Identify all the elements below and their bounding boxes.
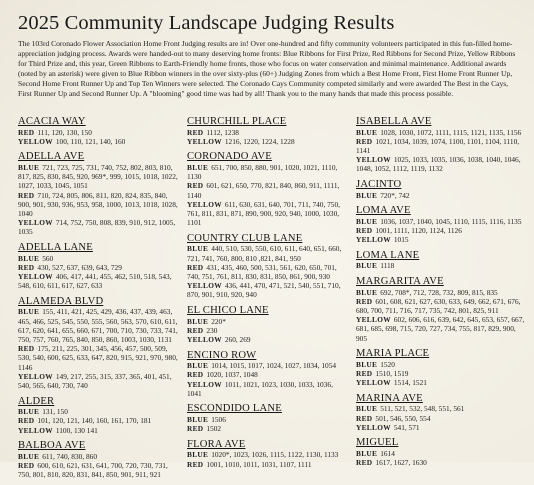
ribbon-line <box>18 191 178 219</box>
ribbon-line <box>187 181 347 199</box>
house-numbers: 1011, 1021, 1023, 1030, 1033, 1036, 1041 <box>187 379 333 398</box>
street-name: ALDER <box>18 395 55 407</box>
street-name: MARINA AVE <box>356 392 423 404</box>
house-numbers: 155, 411, 421, 425, 429, 436, 437, 439, 463, 465, 466, 525, 545, 550, 555, 560, 563, 570, 610, 611, 617, 620, 641, 655, 660, 671, 700, 710, 730, 733, 741, 750, 757, 760, 765, 840, 850, 860, 1003, 1030, 1131 <box>18 307 178 344</box>
house-numbers: 440, 510, 530, 550, 610, 611, 640, 651, 660, 721, 741, 760, 800, 810 ,821, 841, 950 <box>187 244 342 263</box>
ribbon-label: RED <box>18 190 35 200</box>
house-numbers: 601, 608, 621, 627, 630, 633, 649, 662, 671, 676, 680, 700, 711, 716, 717, 735, 742, 801, 825, 911 <box>356 296 521 315</box>
house-numbers: 1015 <box>393 235 409 245</box>
street-entry <box>18 151 178 236</box>
street-entry <box>356 276 526 343</box>
house-numbers: 1001, 1111, 1120, 1124, 1126 <box>375 225 462 235</box>
ribbon-line <box>18 461 178 479</box>
ribbon-line <box>187 380 347 398</box>
ribbon-line <box>18 416 178 425</box>
house-numbers: 220* <box>211 316 226 326</box>
street-entry <box>187 350 347 398</box>
ribbon-line <box>356 360 526 369</box>
ribbon-label: BLUE <box>187 361 209 371</box>
ribbon-label: RED <box>187 262 204 272</box>
house-numbers: 651, 700, 850, 880, 901, 1020, 1021, 1110, 1130 <box>187 162 338 182</box>
street-entry <box>187 233 347 300</box>
ribbon-label: YELLOW <box>187 379 222 389</box>
house-numbers: 721, 723, 725, 731, 740, 752, 802, 803, 810, 817, 825, 830, 845, 920, 969*, 999, 1015, 1018, 1022, 1027, 1033, 1045, 1051 <box>18 162 178 191</box>
ribbon-line <box>356 297 526 315</box>
ribbon-line <box>18 407 178 416</box>
ribbon-line <box>18 426 178 435</box>
ribbon-label: YELLOW <box>187 281 222 291</box>
house-numbers: 1112, 1238 <box>206 127 239 137</box>
ribbon-line <box>187 163 347 181</box>
ribbon-line <box>187 128 347 137</box>
house-numbers: 436, 441, 470, 471, 521, 540, 551, 710, 870, 901, 910, 920, 940 <box>187 281 341 300</box>
ribbon-label: RED <box>18 262 35 272</box>
ribbon-label: YELLOW <box>187 199 222 209</box>
house-numbers: 1020, 1037, 1048 <box>206 370 258 380</box>
house-numbers: 1510, 1519 <box>375 368 409 378</box>
ribbon-label: BLUE <box>356 359 378 369</box>
house-numbers: 1025, 1033, 1035, 1036, 1038, 1040, 1046, 1048, 1052, 1112, 1119, 1132 <box>356 155 521 174</box>
ribbon-label: YELLOW <box>356 422 391 432</box>
ribbon-line <box>18 137 178 146</box>
street-name: COUNTRY CLUB LANE <box>187 232 303 244</box>
ribbon-label: RED <box>187 127 204 137</box>
ribbon-line <box>18 218 178 236</box>
ribbon-line <box>187 450 347 459</box>
house-numbers: 600, 610, 621, 631, 641, 700, 720, 730, 731, 750, 801, 810, 820, 831, 841, 850, 901, 911, 921 <box>18 460 168 480</box>
house-numbers: 1520 <box>380 359 395 369</box>
ribbon-label: RED <box>356 458 373 468</box>
ribbon-label: YELLOW <box>18 371 53 381</box>
ribbon-label: BLUE <box>18 451 40 461</box>
ribbon-line <box>356 261 526 270</box>
ribbon-label: YELLOW <box>18 425 53 435</box>
house-numbers: 601, 621, 650, 770, 821, 840, 860, 911, 1111, 1140 <box>187 181 340 200</box>
ribbon-line <box>187 244 347 262</box>
ribbon-line <box>356 423 526 432</box>
street-entry <box>356 116 526 174</box>
house-numbers: 1514, 1521 <box>393 378 427 388</box>
house-numbers: 602, 606, 616, 639, 642, 645, 653, 657, 667, 681, 685, 698, 715, 720, 727, 734, 755, 817, 829, 900, 905 <box>356 315 525 343</box>
house-numbers: 1020*, 1023, 1026, 1115, 1122, 1130, 1133 <box>211 450 339 460</box>
ribbon-line <box>18 263 178 272</box>
ribbon-label: RED <box>187 181 204 191</box>
ribbon-line <box>187 200 347 228</box>
ribbon-label: BLUE <box>356 127 378 137</box>
house-numbers: 1118 <box>380 261 395 271</box>
intro-paragraph: The 103rd Coronado Flower Association Home Front Judging results are in! Over one-hundred and fifty community volunteers participated in this fun-filled home-appreciation judging process. Awards were handed-out to many deserving home fronts: Blue Ribbons for First Prize, Red Ribbons for Second Prize, Yellow Ribbons for Third Prize and, this year, Green Ribbons to Earth-Friendly home fronts, those who focus on water conservation and minimal maintenance. Additional awards (noted by an asterisk) were given to Blue Ribbon winners in the over sixty-plus (60+) Judging Zones from which a Best Home Front, First Home Front Runner Up, Second Home Front Runner Up and Top Ten Winners were selected. The Coronado Cays Community competed similarly and were awarded The Best in the Cays, First Runner Up and Second Runner Up. A "blooming" good time was had by all! Thank you to the many hands that made this process possible. <box>18 39 516 98</box>
street-name: ISABELLA AVE <box>356 116 432 127</box>
ribbon-line <box>187 370 347 379</box>
street-name: BALBOA AVE <box>18 440 86 452</box>
ribbon-label: BLUE <box>18 407 40 417</box>
ribbon-line <box>18 307 178 344</box>
street-name: FLORA AVE <box>187 438 246 450</box>
ribbon-line <box>356 288 526 297</box>
street-name: ESCONDIDO LANE <box>187 403 282 415</box>
house-numbers: 1216, 1220, 1224, 1228 <box>224 136 295 146</box>
ribbon-label: BLUE <box>356 216 378 226</box>
house-numbers: 710, 724, 805, 806, 811, 820, 824, 835, 840, 900, 901, 930, 936, 953, 958, 1000, 1013, 1018, 1028, 1040 <box>18 190 178 218</box>
ribbon-label: BLUE <box>187 316 209 326</box>
street-entry <box>18 296 178 390</box>
results-column-1 <box>18 116 178 485</box>
ribbon-label: BLUE <box>18 162 40 172</box>
house-numbers: 611, 630, 631, 640, 701, 711, 740, 750, 761, 811, 831, 871, 890, 900, 920, 940, 1000, 1030, 1101 <box>187 199 340 228</box>
ribbon-label: RED <box>356 296 373 306</box>
street-entry <box>356 348 526 387</box>
ribbon-line <box>356 128 526 137</box>
ribbon-line <box>356 226 526 235</box>
house-numbers: 1021, 1034, 1039, 1074, 1100, 1101, 1104, 1110, 1141 <box>356 136 520 155</box>
ribbon-line <box>356 378 526 387</box>
ribbon-line <box>187 317 347 326</box>
street-entry <box>18 242 178 290</box>
street-entry <box>18 440 178 479</box>
ribbon-label: YELLOW <box>356 378 391 388</box>
street-name: CHURCHILL PLACE <box>187 116 287 127</box>
street-name: ADELLA AVE <box>18 151 85 163</box>
ribbon-label: BLUE <box>187 244 209 254</box>
ribbon-label: BLUE <box>356 287 378 297</box>
ribbon-line <box>187 281 347 299</box>
house-numbers: 131, 150 <box>42 407 68 417</box>
ribbon-line <box>18 452 178 461</box>
house-numbers: 1617, 1627, 1630 <box>375 458 427 468</box>
house-numbers: 714, 752, 750, 808, 839, 910, 912, 1005, 1035 <box>18 218 176 237</box>
ribbon-line <box>356 449 526 458</box>
street-name: LOMA LANE <box>356 249 420 261</box>
ribbon-label: RED <box>356 225 373 235</box>
house-numbers: 1100, 130 141 <box>55 425 98 435</box>
ribbon-label: YELLOW <box>18 271 53 281</box>
house-numbers: 560 <box>42 253 54 263</box>
street-entry <box>18 116 178 146</box>
ribbon-label: BLUE <box>18 253 40 263</box>
house-numbers: 1506 <box>211 414 226 424</box>
ribbon-line <box>18 372 178 390</box>
ribbon-label: RED <box>18 460 35 470</box>
ribbon-label: BLUE <box>356 261 378 271</box>
street-entry <box>187 305 347 344</box>
ribbon-label: BLUE <box>356 404 378 414</box>
street-entry <box>356 205 526 244</box>
ribbon-label: YELLOW <box>356 315 391 325</box>
ribbon-label: YELLOW <box>187 136 222 146</box>
street-name: MIGUEL <box>356 437 399 449</box>
ribbon-label: RED <box>18 416 35 426</box>
ribbon-line <box>18 344 178 372</box>
house-numbers: 720*, 742 <box>380 190 410 200</box>
house-numbers: 101, 120, 121, 140, 160, 161, 170, 181 <box>37 416 152 426</box>
ribbon-label: YELLOW <box>18 218 53 228</box>
house-numbers: 149, 217, 255, 315, 337, 365, 401, 451, 540, 565, 640, 730, 740 <box>18 371 172 390</box>
ribbon-label: RED <box>18 344 35 354</box>
street-entry <box>187 151 347 227</box>
house-numbers: 1614 <box>380 448 395 458</box>
ribbon-label: YELLOW <box>356 155 391 165</box>
ribbon-line <box>187 415 347 424</box>
street-entry <box>356 179 526 200</box>
house-numbers: 501, 546, 550, 554 <box>375 413 431 423</box>
house-numbers: 175, 211, 225, 301, 345, 456, 457, 500, 509, 530, 540, 600, 625, 633, 647, 820, 915, 921, 970, 980, 1146 <box>18 344 178 372</box>
ribbon-line <box>187 460 347 469</box>
street-entry <box>18 396 178 435</box>
house-numbers: 692, 708*, 712, 728, 732, 809, 815, 835 <box>380 287 498 297</box>
ribbon-line <box>187 335 347 344</box>
street-entry <box>356 393 526 432</box>
house-numbers: 230 <box>206 325 218 335</box>
ribbon-label: RED <box>187 325 204 335</box>
ribbon-line <box>356 315 526 343</box>
house-numbers: 260, 269 <box>224 334 251 344</box>
house-numbers: 430, 527, 637, 639, 643, 729 <box>37 262 122 272</box>
ribbon-line <box>356 369 526 378</box>
ribbon-label: BLUE <box>356 190 378 200</box>
ribbon-line <box>18 163 178 191</box>
ribbon-label: RED <box>18 127 35 137</box>
ribbon-label: BLUE <box>187 162 209 172</box>
house-numbers: 431, 435, 460, 500, 531, 561, 620, 650, 701, 740, 751, 761, 811, 830, 831, 850, 861, 900, 930 <box>187 262 337 281</box>
street-name: ALAMEDA BLVD <box>18 295 104 307</box>
ribbon-line <box>356 404 526 413</box>
street-name: EL CHICO LANE <box>187 305 269 317</box>
street-name: JACINTO <box>356 179 402 191</box>
ribbon-line <box>187 263 347 281</box>
house-numbers: 1028, 1030, 1072, 1111, 1115, 1121, 1135, 1156 <box>380 127 522 137</box>
ribbon-label: BLUE <box>18 307 40 317</box>
ribbon-label: YELLOW <box>356 235 391 245</box>
ribbon-label: BLUE <box>187 450 209 460</box>
ribbon-label: YELLOW <box>187 334 222 344</box>
street-name: MARGARITA AVE <box>356 276 444 288</box>
street-name: MARIA PLACE <box>356 348 430 360</box>
house-numbers: 1036, 1037, 1040, 1045, 1110, 1115, 1116, 1135 <box>380 216 522 226</box>
ribbon-label: RED <box>356 413 373 423</box>
ribbon-label: BLUE <box>187 414 209 424</box>
ribbon-line <box>187 361 347 370</box>
page-title: 2025 Community Landscape Judging Results <box>18 12 395 34</box>
ribbon-line <box>187 424 347 433</box>
ribbon-line <box>356 414 526 423</box>
ribbon-label: RED <box>187 459 204 469</box>
ribbon-line <box>356 458 526 467</box>
house-numbers: 611, 740, 830, 860 <box>42 451 98 461</box>
street-name: CORONADO AVE <box>187 151 272 163</box>
street-entry <box>356 437 526 467</box>
street-name: ENCINO ROW <box>187 349 257 361</box>
street-name: ADELLA LANE <box>18 242 93 254</box>
ribbon-line <box>356 155 526 173</box>
ribbon-label: RED <box>356 136 373 146</box>
ribbon-line <box>356 191 526 200</box>
house-numbers: 111, 120, 130, 150 <box>37 127 92 137</box>
house-numbers: 511, 521, 532, 548, 551, 561 <box>380 404 465 414</box>
ribbon-line <box>18 272 178 290</box>
ribbon-label: RED <box>187 424 204 434</box>
house-numbers: 406, 417, 441, 455, 462, 510, 518, 543, 548, 610, 611, 617, 627, 633 <box>18 271 172 291</box>
ribbon-label: RED <box>356 368 373 378</box>
street-name: ACACIA WAY <box>18 116 86 127</box>
house-numbers: 541, 571 <box>393 422 420 432</box>
street-entry <box>187 116 347 146</box>
ribbon-label: RED <box>187 370 204 380</box>
house-numbers: 1502 <box>206 424 222 434</box>
ribbon-line <box>18 128 178 137</box>
ribbon-label: BLUE <box>356 448 378 458</box>
street-entry <box>187 439 347 469</box>
ribbon-line <box>187 326 347 335</box>
house-numbers: 100, 110, 121, 140, 160 <box>55 136 126 146</box>
ribbon-line <box>356 235 526 244</box>
house-numbers: 1014, 1015, 1017, 1024, 1027, 1034, 1054 <box>211 361 337 371</box>
ribbon-line <box>18 254 178 263</box>
results-column-2 <box>187 116 347 474</box>
ribbon-line <box>356 217 526 226</box>
house-numbers: 1001, 1010, 1011, 1031, 1107, 1111 <box>206 459 312 469</box>
street-entry <box>356 250 526 271</box>
street-name: LOMA AVE <box>356 205 411 217</box>
street-entry <box>187 403 347 433</box>
ribbon-line <box>356 137 526 155</box>
ribbon-line <box>187 137 347 146</box>
results-column-3 <box>356 116 526 473</box>
ribbon-label: YELLOW <box>18 136 53 146</box>
